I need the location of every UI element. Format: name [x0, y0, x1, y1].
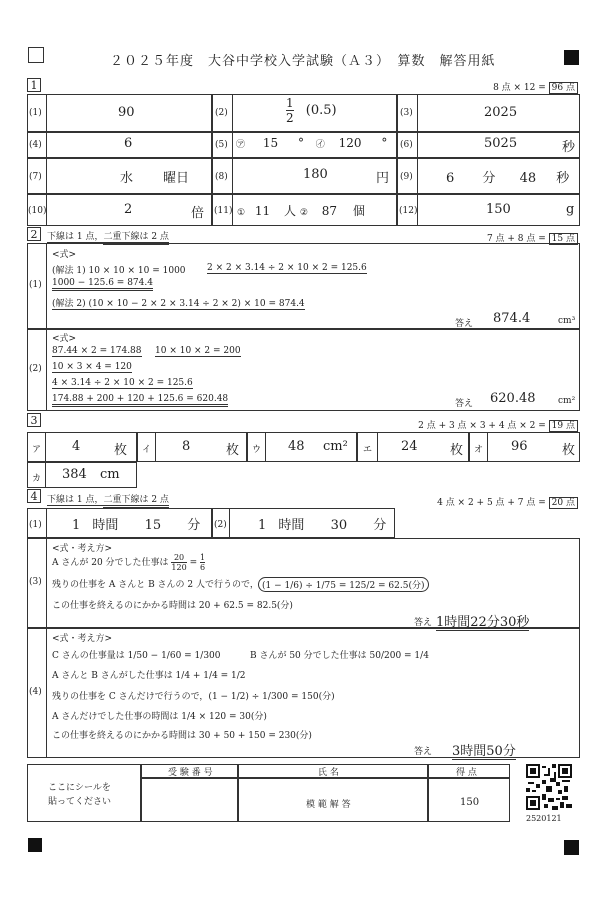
q3-a-unit: 枚: [114, 443, 128, 458]
q4-4-line-1: C さんの仕事量は 1/50 − 1/60 = 1/300: [52, 651, 221, 661]
q1-11-answer: ① 11 人 ② 87 個: [237, 204, 365, 218]
section-1-points: 8 点 × 12 = 96 点: [493, 80, 578, 93]
q4-3-label: (3): [29, 577, 42, 587]
q4-4-answer: 3時間50分: [452, 740, 516, 760]
q4-3-answer-label: 答え: [414, 618, 433, 628]
section-4-points: 4 点 × 2 + 5 点 + 7 点 = 20 点: [437, 495, 578, 508]
q1-4-answer: 6: [124, 136, 133, 151]
q1-6-label: (6): [400, 140, 413, 150]
q1-12-answer: 150: [486, 202, 511, 217]
qr-code: [526, 764, 572, 810]
q4-4-label: (4): [29, 687, 42, 697]
section-2-points: 7 点 + 8 点 = 15 点: [487, 231, 578, 244]
q1-3-label: (3): [400, 108, 413, 118]
q1-5-label: (5): [215, 140, 228, 150]
q4-4-line-3: 残りの仕事を C さんだけで行うので，(1 − 1/2) ÷ 1/300 = 150(分): [52, 692, 335, 702]
seal-box: [27, 764, 141, 822]
q2-1-head: <式>: [52, 250, 77, 260]
q3-i-answer: 8: [182, 439, 191, 454]
q1-3-answer: 2025: [484, 105, 518, 120]
q2-1-label: (1): [29, 280, 42, 290]
q3-u-label: ウ: [252, 445, 262, 455]
q1-5-answer: ㋐ 15 ° ㋑ 120 °: [236, 136, 388, 150]
section-4-note: 下線は 1 点，二重下線は 2 点: [47, 492, 169, 505]
q2-1-line-1b: 2 × 2 × 3.14 ÷ 2 × 10 × 2 = 125.6: [207, 263, 367, 273]
section-3-points: 2 点 + 3 点 × 3 + 4 点 × 2 = 19 点: [418, 418, 578, 431]
exam-number-label: 受 験 番 号: [168, 768, 213, 778]
q1-8-unit: 円: [376, 171, 390, 186]
q4-3-line-2: 残りの仕事を A さんと B さんの 2 人で行うので，: [52, 580, 259, 590]
section-2-note: 下線は 1 点，二重下線は 2 点: [47, 229, 169, 242]
q1-6-answer: 5025: [484, 136, 518, 151]
q1-1-label: (1): [29, 108, 42, 118]
q2-1-answer: 874.4: [493, 311, 531, 326]
q2-1-line-3: (解法 2) (10 × 10 − 2 × 2 × 3.14 ÷ 2 × 2) × 10 = 874.4: [52, 299, 305, 309]
q2-2-head: <式>: [52, 334, 77, 344]
section-3-number: 3: [27, 413, 41, 427]
q3-e-answer: 24: [401, 439, 418, 454]
q4-4-head: <式・考え方>: [52, 634, 113, 644]
q1-10-unit: 倍: [191, 206, 205, 221]
q3-i-unit: 枚: [226, 443, 240, 458]
q3-a-label: ア: [32, 445, 42, 455]
q1-11-label: (11): [214, 206, 233, 216]
q2-2-label: (2): [29, 364, 42, 374]
q2-2-line-1b: 10 × 10 × 2 = 200: [155, 346, 241, 356]
q3-ka-label: カ: [32, 474, 42, 484]
q1-10-label: (10): [28, 206, 47, 216]
exam-number-field: [141, 778, 238, 822]
seal-text-1: ここにシールを: [48, 783, 111, 793]
q1-1-answer: 90: [118, 105, 135, 120]
q2-1-answer-label: 答え: [455, 319, 474, 329]
q3-ka-unit: cm: [100, 467, 120, 482]
seal-text-2: 貼ってください: [48, 797, 112, 807]
corner-marker-top-right: [564, 50, 579, 65]
q1-7-unit: 曜日: [163, 171, 190, 186]
q2-1-line-1a: (解法 1) 10 × 10 × 10 = 1000: [52, 266, 186, 276]
q4-3-line-1: A さんが 20 分でした仕事は $\frac{20}{120}$ = $\frac{1}{6}$: [52, 553, 206, 572]
q4-4-line-2: A さんと B さんがした仕事は 1/4 + 1/4 = 1/2: [52, 671, 246, 681]
q3-a-answer: 4: [72, 439, 81, 454]
q4-2-label: (2): [214, 520, 227, 530]
q4-3-head: <式・考え方>: [52, 544, 113, 554]
q1-8-label: (8): [215, 172, 228, 182]
q1-7-label: (7): [29, 172, 42, 182]
q3-i-label: イ: [142, 445, 152, 455]
q3-e-label: エ: [363, 445, 373, 455]
q1-8-answer: 180: [303, 167, 328, 182]
q4-3-answer: 1時間22分30秒: [436, 611, 529, 631]
q2-1-unit: cm³: [558, 316, 576, 326]
q1-9-answer: 6 分 48 秒: [446, 171, 570, 186]
corner-marker-bottom-left: [28, 838, 42, 852]
q3-u-unit: cm²: [323, 439, 348, 454]
corner-marker-bottom-right: [564, 840, 579, 855]
q3-e-unit: 枚: [450, 443, 464, 458]
name-value: 模 範 解 答: [306, 800, 351, 810]
q4-2-answer: 1 時間 30 分: [258, 518, 387, 533]
section-1-number: 1: [27, 78, 41, 92]
q2-2-answer: 620.48: [490, 391, 536, 406]
q2-1-line-2: 1000 − 125.6 = 874.4: [52, 278, 153, 291]
q2-2-line-4: 174.88 + 200 + 120 + 125.6 = 620.48: [52, 394, 228, 404]
q3-o-answer: 96: [511, 439, 528, 454]
q1-12-label: (12): [399, 206, 418, 216]
q1-12-unit: g: [566, 202, 575, 217]
q1-6-unit: 秒: [562, 140, 576, 155]
q4-3-line-2r: (1 − 1/6) ÷ 1/75 = 125/2 = 62.5(分): [258, 577, 429, 592]
score-value: 150: [460, 797, 480, 808]
q1-2-label: (2): [215, 108, 228, 118]
q1-4-label: (4): [29, 140, 42, 150]
q2-2-line-3: 4 × 3.14 ÷ 2 × 10 × 2 = 125.6: [52, 378, 193, 388]
q2-2-unit: cm²: [558, 396, 576, 406]
q4-4-answer-label: 答え: [414, 747, 433, 757]
q1-2-answer: $\frac{1}{2}$ (0.5): [286, 96, 337, 125]
q3-ka-answer: 384: [62, 467, 87, 482]
q2-2-line-1a: 87.44 × 2 = 174.88: [52, 346, 142, 356]
q3-u-answer: 48: [288, 439, 305, 454]
q4-4-line-5: この仕事を終えるのにかかる時間は 30 + 50 + 150 = 230(分): [52, 731, 312, 741]
q2-2-answer-label: 答え: [455, 399, 474, 409]
q4-1-label: (1): [29, 520, 42, 530]
name-check-box: [28, 47, 44, 63]
q2-2-line-2: 10 × 3 × 4 = 120: [52, 362, 132, 372]
section-4-number: 4: [27, 489, 41, 503]
q3-o-label: オ: [474, 445, 484, 455]
q1-9-label: (9): [400, 172, 413, 182]
q3-o-unit: 枚: [562, 443, 576, 458]
section-2-number: 2: [27, 227, 41, 241]
q1-10-answer: 2: [124, 202, 133, 217]
q1-7-answer: 水: [120, 171, 134, 186]
score-label: 得 点: [456, 768, 477, 778]
q4-1-answer: 1 時間 15 分: [72, 518, 201, 533]
name-label: 氏 名: [318, 768, 339, 778]
q4-4-line-4: A さんだけでした仕事の時間は 1/4 × 120 = 30(分): [52, 712, 267, 722]
qr-code-number: 2520121: [526, 814, 562, 823]
q4-3-line-3: この仕事を終えるのにかかる時間は 20 + 62.5 = 82.5(分): [52, 601, 293, 611]
page-title: ２０２５年度 大谷中学校入学試験（Ａ３） 算数 解答用紙: [110, 54, 496, 69]
q4-4-line-1b: B さんが 50 分でした仕事は 50/200 = 1/4: [250, 651, 429, 661]
